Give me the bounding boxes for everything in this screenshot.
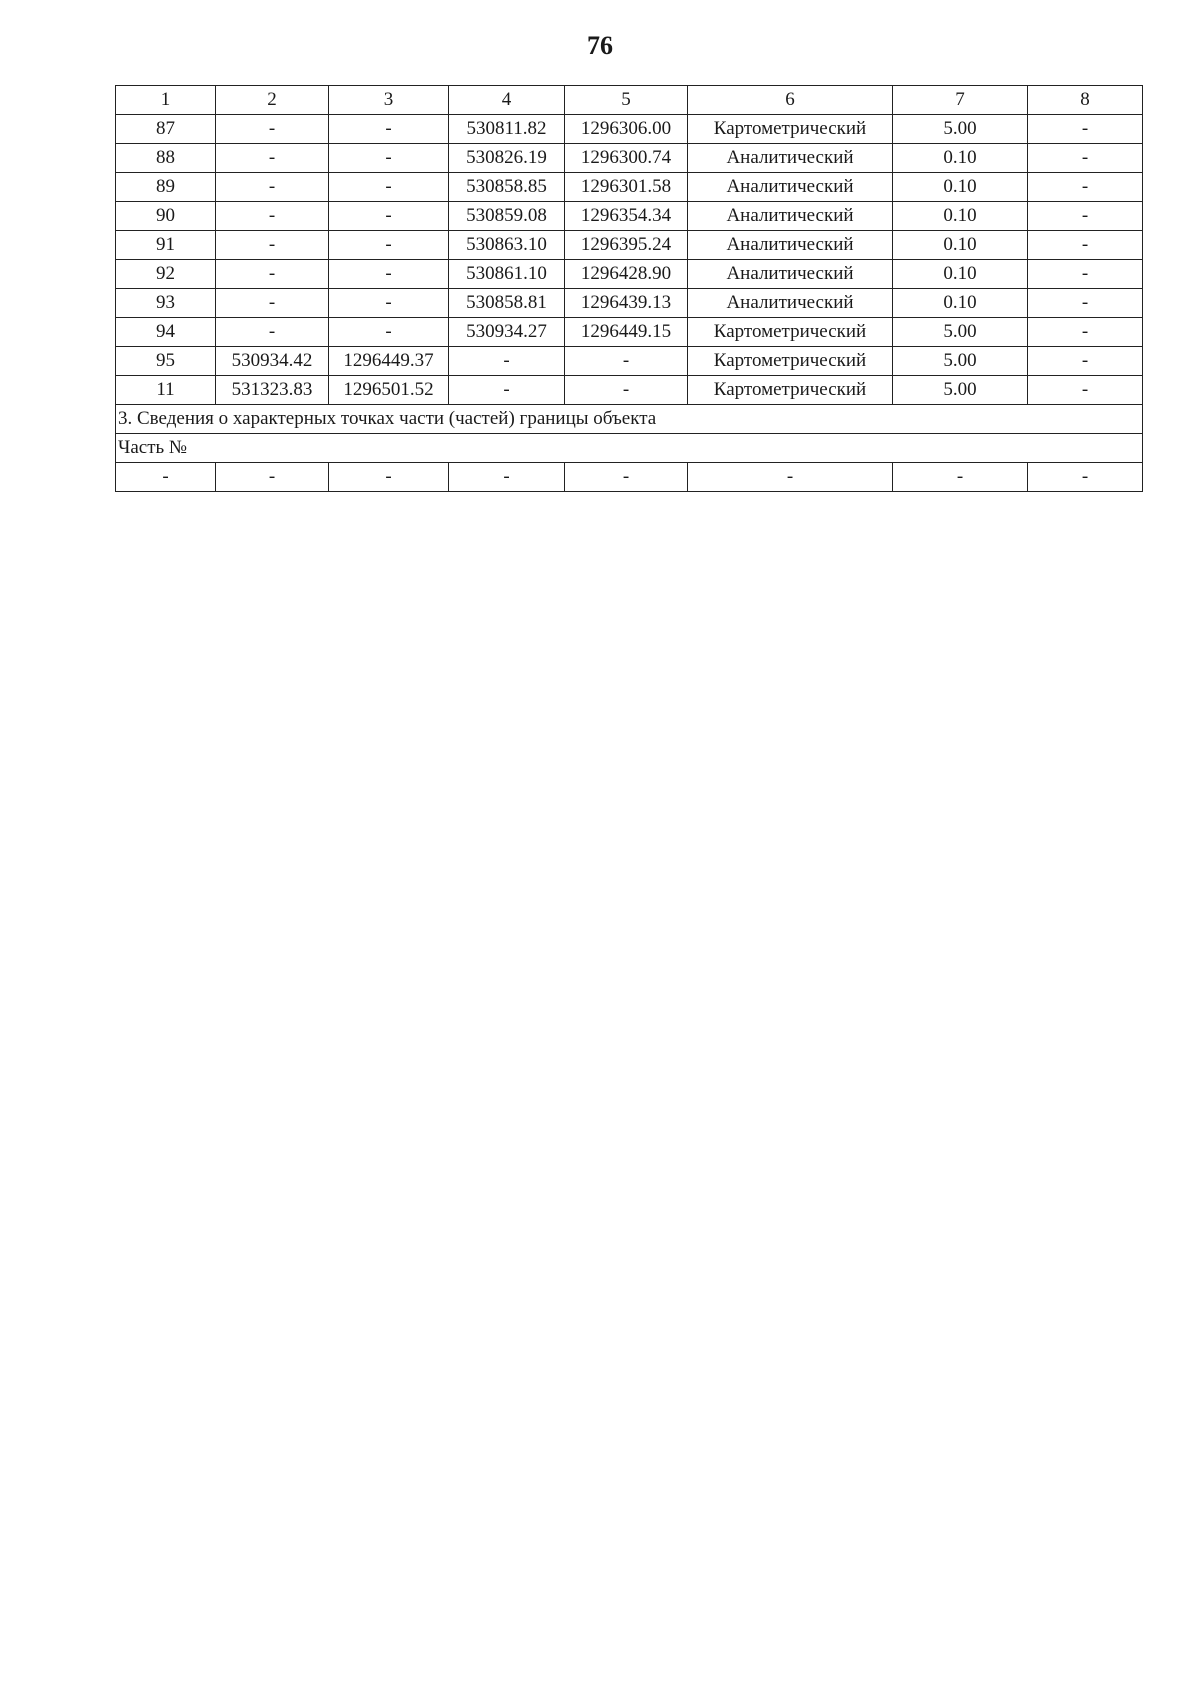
coordinates-table (115, 85, 1143, 492)
table-row (116, 144, 1143, 173)
table-row (116, 202, 1143, 231)
header-cell: 4 (449, 86, 565, 115)
table-row (116, 376, 1143, 405)
table-row (116, 115, 1143, 144)
table-cell: 94 (116, 318, 216, 347)
table-cell: - (329, 260, 449, 289)
table-cell: - (449, 376, 565, 405)
table-cell: 5.00 (893, 376, 1028, 405)
table-cell: 11 (116, 376, 216, 405)
table-cell: Аналитический (688, 289, 893, 318)
header-cell: 1 (116, 86, 216, 115)
table-cell: - (1028, 173, 1143, 202)
table-cell: 530859.08 (449, 202, 565, 231)
table-cell: 0.10 (893, 289, 1028, 318)
table-cell: 530934.42 (216, 347, 329, 376)
table-cell: - (893, 463, 1028, 492)
table-cell: Картометрический (688, 347, 893, 376)
table-cell: - (1028, 463, 1143, 492)
table-cell: Аналитический (688, 202, 893, 231)
table-cell: - (329, 202, 449, 231)
table-cell: 530861.10 (449, 260, 565, 289)
table-cell: - (116, 463, 216, 492)
table-cell: 531323.83 (216, 376, 329, 405)
table-cell: - (1028, 115, 1143, 144)
table-cell: - (1028, 376, 1143, 405)
header-cell: 2 (216, 86, 329, 115)
header-cell: 6 (688, 86, 893, 115)
table-cell: 90 (116, 202, 216, 231)
table-row (116, 231, 1143, 260)
table-cell: Аналитический (688, 173, 893, 202)
table-row (116, 318, 1143, 347)
table-cell: - (1028, 260, 1143, 289)
table-cell: 95 (116, 347, 216, 376)
table-cell: - (329, 144, 449, 173)
table-row (116, 347, 1143, 376)
header-cell: 7 (893, 86, 1028, 115)
table-cell: - (449, 463, 565, 492)
table-cell: 1296449.37 (329, 347, 449, 376)
table-cell: 530826.19 (449, 144, 565, 173)
table-cell: - (688, 463, 893, 492)
section-title-row (116, 405, 1143, 434)
table-cell: 1296449.15 (565, 318, 688, 347)
table-cell: - (329, 318, 449, 347)
table-cell: - (329, 231, 449, 260)
table-cell: Картометрический (688, 318, 893, 347)
header-cell: 5 (565, 86, 688, 115)
table-cell: 530811.82 (449, 115, 565, 144)
table-cell: - (216, 231, 329, 260)
table-cell: - (216, 144, 329, 173)
table-cell: - (1028, 318, 1143, 347)
table-cell: - (1028, 144, 1143, 173)
table-cell: - (565, 463, 688, 492)
table-cell: 0.10 (893, 144, 1028, 173)
table-cell: 530934.27 (449, 318, 565, 347)
table-cell: 1296428.90 (565, 260, 688, 289)
table-cell: 1296395.24 (565, 231, 688, 260)
table-cell: 1296354.34 (565, 202, 688, 231)
table-cell: - (1028, 289, 1143, 318)
table-cell: 0.10 (893, 260, 1028, 289)
table-cell: - (216, 202, 329, 231)
table-row (116, 289, 1143, 318)
table-cell: - (329, 463, 449, 492)
table-cell: - (565, 376, 688, 405)
table-cell: 91 (116, 231, 216, 260)
table-header-row (116, 86, 1143, 115)
table-cell: Картометрический (688, 115, 893, 144)
table-cell: - (216, 289, 329, 318)
header-cell: 3 (329, 86, 449, 115)
table-cell: 1296439.13 (565, 289, 688, 318)
table-row (116, 173, 1143, 202)
table-cell: - (216, 115, 329, 144)
table-cell: - (449, 347, 565, 376)
page-number: 76 (587, 31, 613, 60)
table-cell: - (216, 173, 329, 202)
table-row (116, 260, 1143, 289)
table-cell: 530863.10 (449, 231, 565, 260)
table-cell: - (565, 347, 688, 376)
table-cell: - (329, 115, 449, 144)
table-cell: 1296501.52 (329, 376, 449, 405)
table-cell: 88 (116, 144, 216, 173)
table-cell: 5.00 (893, 115, 1028, 144)
part-label-row (116, 434, 1143, 463)
table-cell: 0.10 (893, 202, 1028, 231)
table-cell: 0.10 (893, 173, 1028, 202)
table-cell: - (329, 289, 449, 318)
table-cell: - (1028, 202, 1143, 231)
table-cell: 530858.85 (449, 173, 565, 202)
table-cell: 1296301.58 (565, 173, 688, 202)
part-label: Часть № (116, 434, 1143, 463)
section-title: 3. Сведения о характерных точках части (частей) границы объекта (116, 405, 1143, 434)
table-cell: 87 (116, 115, 216, 144)
table-cell: 0.10 (893, 231, 1028, 260)
empty-row (116, 463, 1143, 492)
table-cell: Картометрический (688, 376, 893, 405)
table-cell: 530858.81 (449, 289, 565, 318)
table-body (116, 86, 1143, 492)
table-cell: Аналитический (688, 144, 893, 173)
table-cell: - (1028, 231, 1143, 260)
table-cell: - (216, 260, 329, 289)
header-cell: 8 (1028, 86, 1143, 115)
table-cell: 1296306.00 (565, 115, 688, 144)
table-cell: - (329, 173, 449, 202)
table-cell: - (1028, 347, 1143, 376)
table-cell: 92 (116, 260, 216, 289)
table-cell: 93 (116, 289, 216, 318)
table-cell: 5.00 (893, 347, 1028, 376)
table-cell: - (216, 463, 329, 492)
table-cell: 89 (116, 173, 216, 202)
table-cell: 5.00 (893, 318, 1028, 347)
table-cell: 1296300.74 (565, 144, 688, 173)
table-cell: - (216, 318, 329, 347)
table-cell: Аналитический (688, 231, 893, 260)
table-cell: Аналитический (688, 260, 893, 289)
